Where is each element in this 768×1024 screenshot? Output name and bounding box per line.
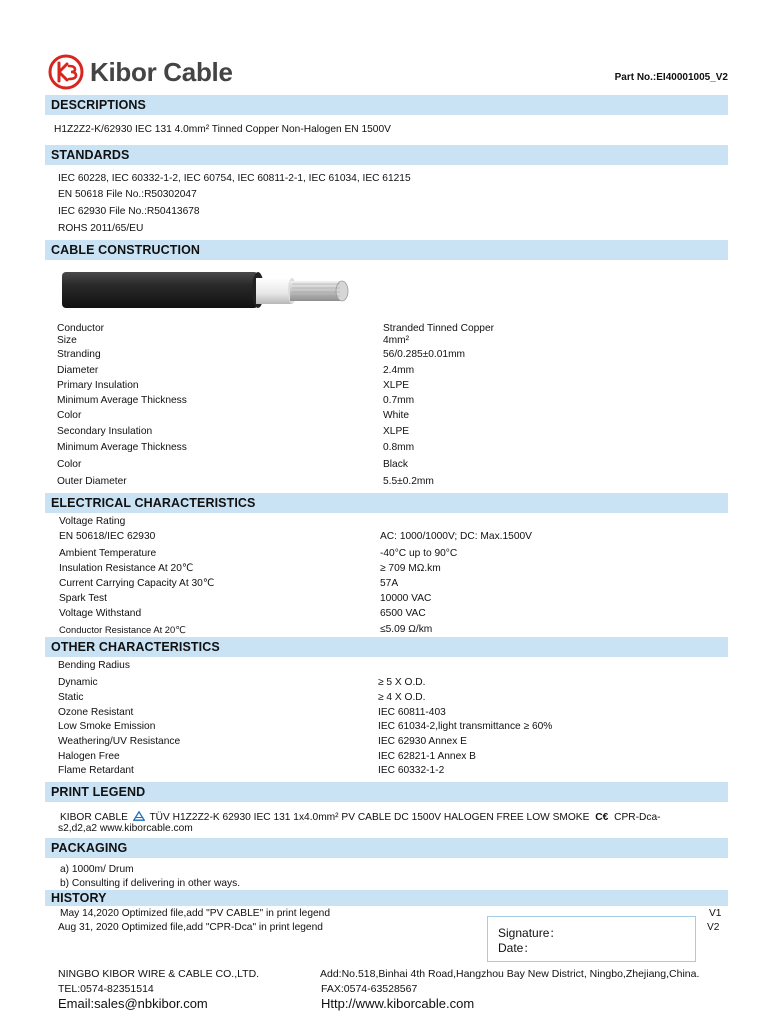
spec-label: Weathering/UV Resistance [58,736,181,747]
spec-label: Primary Insulation [57,380,139,391]
footer-website[interactable]: Http://www.kiborcable.com [321,996,475,1011]
standards-line: IEC 60228, IEC 60332-1-2, IEC 60754, IEC 60811-2-1, IEC 61034, IEC 61215 [58,173,411,184]
footer-company: NINGBO KIBOR WIRE & CABLE CO.,LTD. [58,968,260,980]
history-entry: Aug 31, 2020 Optimized file,add "CPR-Dca" in print legend [58,922,323,933]
signature-label: Signature： [498,926,562,940]
spec-value: IEC 62821-1 Annex B [378,751,476,762]
spec-label: Low Smoke Emission [58,721,156,732]
spec-label: Ozone Resistant [58,707,134,718]
spec-label: Color [57,459,82,470]
standards-line: ROHS 2011/65/EU [58,223,144,234]
print-legend-text: TÜV H1Z2Z2-K 62930 IEC 131 1x4.0mm² PV CABLE DC 1500V HALOGEN FREE LOW SMOKE [149,812,590,823]
spec-value: ≤5.09 Ω/km [380,624,433,635]
date-label: Date： [498,941,536,955]
history-entry: May 14,2020 Optimized file,add "PV CABLE" in print legend [60,908,330,919]
spec-value: 0.8mm [383,442,415,453]
footer-address: Add:No.518,Binhai 4th Road,Hangzhou Bay New District, Ningbo,Zhejiang,China. [320,968,700,980]
cable-illustration [58,270,358,312]
footer-fax: FAX:0574-63528567 [321,983,418,995]
spec-label: Insulation Resistance At 20℃ [59,563,194,574]
spec-value: Stranded Tinned Copper [383,323,495,334]
spec-label: Secondary Insulation [57,426,153,437]
spec-value: Black [383,459,408,470]
history-version: V2 [707,922,720,933]
spec-value: IEC 60332-1-2 [378,765,445,776]
kibor-logo-icon [48,54,84,90]
section-header-electrical: ELECTRICAL CHARACTERISTICS [45,493,728,513]
spec-label: EN 50618/IEC 62930 [59,531,156,542]
footer-tel: TEL:0574-82351514 [58,983,154,995]
spec-label: Spark Test [59,593,107,604]
ce-mark-icon: C€ [595,812,609,823]
spec-label: Voltage Withstand [59,608,142,619]
section-header-construction: CABLE CONSTRUCTION [45,240,728,260]
spec-label: Minimum Average Thickness [57,442,187,453]
packaging-line: a) 1000m/ Drum [60,864,134,875]
spec-label: Static [58,692,84,703]
spec-label: Voltage Rating [59,516,126,527]
spec-label: Diameter [57,365,99,376]
spec-value: 10000 VAC [380,593,432,604]
spec-value: 6500 VAC [380,608,426,619]
section-header-other: OTHER CHARACTERISTICS [45,637,728,657]
spec-label: Size [57,335,77,346]
part-number: Part No.:EI40001005_V2 [614,72,728,83]
packaging-line: b) Consulting if delivering in other ways. [60,878,241,889]
spec-value: 56/0.285±0.01mm [383,349,466,360]
print-legend-cpr: CPR-Dca- [614,812,661,823]
spec-value: 4mm² [383,335,410,346]
description-text: H1Z2Z2-K/62930 IEC 131 4.0mm² Tinned Copper Non-Halogen EN 1500V [54,124,391,135]
spec-value: IEC 61034-2,light transmittance ≥ 60% [378,721,553,732]
spec-value: 2.4mm [383,365,415,376]
spec-value: ≥ 4 X O.D. [378,692,426,703]
footer-email[interactable]: Email:sales@nbkibor.com [58,996,208,1011]
section-header-packaging: PACKAGING [45,838,728,858]
section-header-print-legend: PRINT LEGEND [45,782,728,802]
section-header-descriptions: DESCRIPTIONS [45,95,728,115]
tuv-triangle-icon [133,811,145,821]
spec-value: XLPE [383,426,410,437]
spec-label: Outer Diameter [57,476,127,487]
spec-label: Flame Retardant [58,765,134,776]
company-logo [48,54,233,90]
spec-value: -40°C up to 90°C [380,548,458,559]
signature-box [487,916,696,962]
spec-value: ≥ 5 X O.D. [378,677,426,688]
spec-value: 0.7mm [383,395,415,406]
spec-label: Dynamic [58,677,98,688]
spec-label: Color [57,410,82,421]
spec-value: AC: 1000/1000V; DC: Max.1500V [380,531,532,542]
section-header-standards: STANDARDS [45,145,728,165]
spec-value: IEC 62930 Annex E [378,736,467,747]
section-header-history: HISTORY [45,890,728,906]
print-legend-line-2: s2,d2,a2 www.kiborcable.com [58,823,193,834]
spec-value: White [383,410,410,421]
spec-label: Stranding [57,349,101,360]
spec-label: Current Carrying Capacity At 30℃ [59,578,215,589]
spec-label: Minimum Average Thickness [57,395,187,406]
spec-label: Halogen Free [58,751,120,762]
standards-line: EN 50618 File No.:R50302047 [58,189,197,200]
spec-label: Conductor Resistance At 20℃ [59,624,186,635]
print-legend-brand: KIBOR CABLE [60,812,128,823]
spec-value: IEC 60811-403 [378,707,446,718]
brand-name: Kibor Cable [90,56,233,87]
spec-value: 5.5±0.2mm [383,476,434,487]
spec-label: Bending Radius [58,660,130,671]
spec-value: ≥ 709 MΩ.km [380,563,441,574]
spec-value: XLPE [383,380,410,391]
history-version: V1 [709,908,722,919]
spec-label: Conductor [57,323,105,334]
spec-label: Ambient Temperature [59,548,157,559]
standards-line: IEC 62930 File No.:R50413678 [58,206,200,217]
spec-value: 57A [380,578,399,589]
